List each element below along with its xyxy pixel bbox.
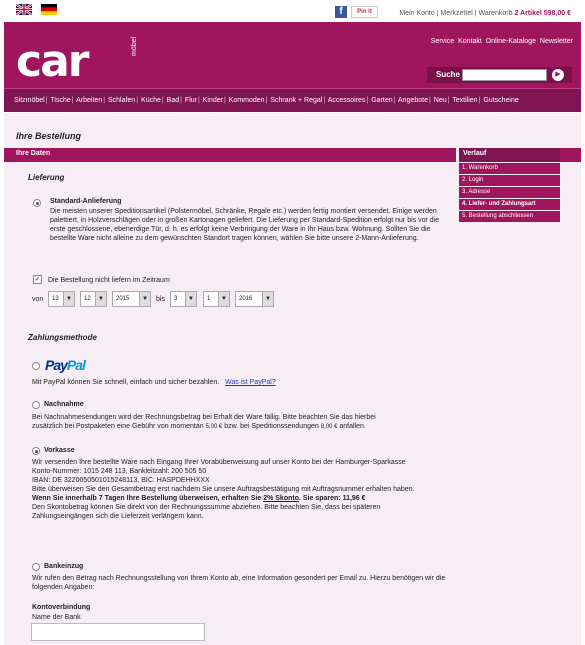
nav-item-neu[interactable]: Neu xyxy=(433,97,447,104)
nav-item-textilien[interactable]: Textilien xyxy=(452,97,478,104)
chevron-down-icon: ▼ xyxy=(63,292,74,306)
paypal-info-link[interactable]: Was ist PayPal? xyxy=(225,379,276,386)
bankeinzug-radio[interactable] xyxy=(32,563,40,571)
header xyxy=(4,22,581,88)
kontoverbindung-label: Kontoverbindung xyxy=(32,604,91,611)
from-month-select[interactable]: 12 ▼ xyxy=(80,291,107,307)
lieferung-title: Lieferung xyxy=(28,173,65,182)
paypal-radio[interactable] xyxy=(32,362,40,370)
nachnahme-text: Bei Nachnahmesendungen wird der Rechnungsbetrag bei Erhalt der Ware fällig. Bitte beachten Sie das hierbei zusätzlich bei Postpaketen eine Gebühr von momentan 5,00 € bzw. bei Speditionssendungen 8,00 € anfallen. xyxy=(32,414,376,430)
nav-item-accessoires[interactable]: Accessoires xyxy=(327,97,366,104)
bank-name-input[interactable] xyxy=(31,623,205,641)
nav-item-schlafen[interactable]: Schlafen xyxy=(108,97,136,104)
german-flag-icon[interactable] xyxy=(41,4,57,15)
nav-item-flur[interactable]: Flur xyxy=(184,97,197,104)
nav-item-bad[interactable]: Bad xyxy=(166,97,180,104)
no-delivery-label: Die Bestellung nicht liefern im Zeitraum xyxy=(48,277,170,284)
date-to-label: bis xyxy=(156,296,165,303)
wishlist-link[interactable]: Merkzettel xyxy=(440,10,473,17)
cart-link[interactable]: Warenkorb xyxy=(478,10,513,17)
payment-title: Zahlungsmethode xyxy=(28,333,97,342)
pinterest-button[interactable]: Pin it xyxy=(351,6,378,18)
vorkasse-text: Wir versenden Ihre bestellte Ware nach Eingang Ihrer Vorabüberweisung auf unser Konto bei der Hamburger-Sparkasse Konto-Nummer: 1015 248 113, Bankleitzahl: 200 505 50 IBAN: DE 32200505010152481​13, BIC: HASPDEHHXXX Bitte überweisen Sie den Gesamtbetrag erst nachdem Sie unsere Auftragsbestätigung mit Auftragsnummer erhalten haben. Wenn Sie innerhalb 7 Tagen Ihre Bestellung überweisen, erhalten Sie 2% Skonto. Sie sparen: 11,96 € Den Skontobetrag können Sie direkt von der Rechnungssumme abziehen. Bitte beachten Sie, dass bei späteren Zahlungseingängen sich die Lieferzeit verlängern kann. xyxy=(32,459,415,520)
facebook-icon[interactable]: f xyxy=(335,6,347,18)
progress-sidebar xyxy=(459,148,560,222)
cart-summary[interactable]: 2 Artikel 598,00 € xyxy=(514,10,571,17)
nav-item-kueche[interactable]: Küche xyxy=(141,97,161,104)
uk-flag-icon[interactable] xyxy=(16,4,32,15)
account-links: Mein Konto | Merkzettel | Warenkorb 2 Artikel 598,00 € xyxy=(399,10,571,17)
from-day-select[interactable]: 13 ▼ xyxy=(48,291,75,307)
service-link[interactable]: Service xyxy=(430,38,455,45)
newsletter-link[interactable]: Newsletter xyxy=(539,38,573,45)
chevron-down-icon: ▼ xyxy=(218,292,229,306)
progress-step-abschliessen: 5. Bestellung abschliessen xyxy=(459,211,560,222)
section-bar-end xyxy=(560,148,581,162)
search-input[interactable] xyxy=(462,69,547,81)
section-bar-label: Ihre Daten xyxy=(16,150,51,157)
main-nav: Sitzmöbel| Tische| Arbeiten| Schlafen| Küche| Bad| Flur| Kinder| Kommoden| Schrank + Regal| Accessoires| Garten| Angebote| Neu| Textilien| Gutscheine xyxy=(4,88,581,112)
contact-link[interactable]: Kontakt xyxy=(458,38,482,45)
standard-delivery-text: Die meisten unserer Speditionsartikel (Polstermöbel, Schränke, Regale etc.) werden fertig montiert versendet. Einige werden palettiert, in Holzverschlägen oder in großen Kartonagen geliefert. Die Lieferung per Standard-Spedition erfolgt nur bis vor die erste geschlossene, ebenerdige Tür, d. h. es erfolgt keine Verbringung der Ware in Ihr Haus bzw. Wohnung. Sollten Sie die bestellte Ware nicht alleine zu dem gewünschten Standort tragen können, wählen Sie bitte unsere 2-Mann-Anlieferung. xyxy=(50,208,440,242)
top-bar xyxy=(0,0,585,22)
catalogs-link[interactable]: Online-Kataloge xyxy=(485,38,536,45)
logo-subtitle: möbel xyxy=(131,36,138,56)
service-links xyxy=(429,38,573,45)
bank-name-label: Name der Bank xyxy=(32,614,81,621)
progress-step-liefer-zahlung: 4. Liefer- und Zahlungsart xyxy=(459,199,560,210)
page-title: Ihre Bestellung xyxy=(16,131,82,141)
nav-item-tische[interactable]: Tische xyxy=(50,97,71,104)
standard-delivery-radio[interactable] xyxy=(33,199,41,207)
date-from-label: von xyxy=(32,296,44,303)
paypal-logo: PayPal xyxy=(45,357,85,373)
paypal-text: Mit PayPal können Sie schnell, einfach und sicher bezahlen. Was ist PayPal? xyxy=(32,379,276,386)
nav-item-schrank-regal[interactable]: Schrank + Regal xyxy=(270,97,323,104)
vorkasse-title: Vorkasse xyxy=(44,447,75,454)
chevron-down-icon: ▼ xyxy=(185,292,196,306)
nav-item-kommoden[interactable]: Kommoden xyxy=(228,97,265,104)
bankeinzug-title: Bankeinzug xyxy=(44,563,84,570)
to-year-select[interactable]: 2016 ▼ xyxy=(235,291,274,307)
chevron-down-icon: ▼ xyxy=(95,292,106,306)
no-delivery-checkbox[interactable]: ✓ xyxy=(34,276,41,283)
nav-item-garten[interactable]: Garten xyxy=(371,97,393,104)
vorkasse-radio[interactable] xyxy=(32,447,40,455)
nachnahme-radio[interactable] xyxy=(32,401,40,409)
nav-item-sitzmoebel[interactable]: Sitzmöbel xyxy=(14,97,45,104)
my-account-link[interactable]: Mein Konto xyxy=(399,10,435,17)
section-bar xyxy=(4,148,456,162)
nav-item-arbeiten[interactable]: Arbeiten xyxy=(76,97,103,104)
logo[interactable]: car xyxy=(16,36,88,87)
bankeinzug-text: Wir rufen den Betrag nach Rechnungsstellung von Ihrem Konto ab, eine Information gesondert per Email zu. Hierzu benötigen wir die folgenden Angaben: xyxy=(32,575,446,591)
progress-step-login[interactable]: 2. Login xyxy=(459,175,560,186)
progress-step-adresse[interactable]: 3. Adresse xyxy=(459,187,560,198)
progress-step-warenkorb[interactable]: 1. Warenkorb xyxy=(459,163,560,174)
nav-item-gutscheine[interactable]: Gutscheine xyxy=(483,97,519,104)
search-box xyxy=(427,67,572,83)
from-year-select[interactable]: 2015 ▼ xyxy=(112,291,151,307)
nachnahme-title: Nachnahme xyxy=(44,401,84,408)
progress-title: Verlauf xyxy=(459,148,560,162)
to-day-select[interactable]: 3 ▼ xyxy=(170,291,197,307)
nav-item-kinder[interactable]: Kinder xyxy=(202,97,223,104)
search-label: Suche xyxy=(436,70,461,79)
to-month-select[interactable]: 1 ▼ xyxy=(203,291,230,307)
main-content xyxy=(4,113,581,645)
search-submit-icon[interactable]: ▶ xyxy=(552,69,564,81)
chevron-down-icon: ▼ xyxy=(262,292,273,306)
nav-item-angebote[interactable]: Angebote xyxy=(398,97,428,104)
chevron-down-icon: ▼ xyxy=(139,292,150,306)
standard-delivery-title: Standard-Anlieferung xyxy=(50,198,122,205)
